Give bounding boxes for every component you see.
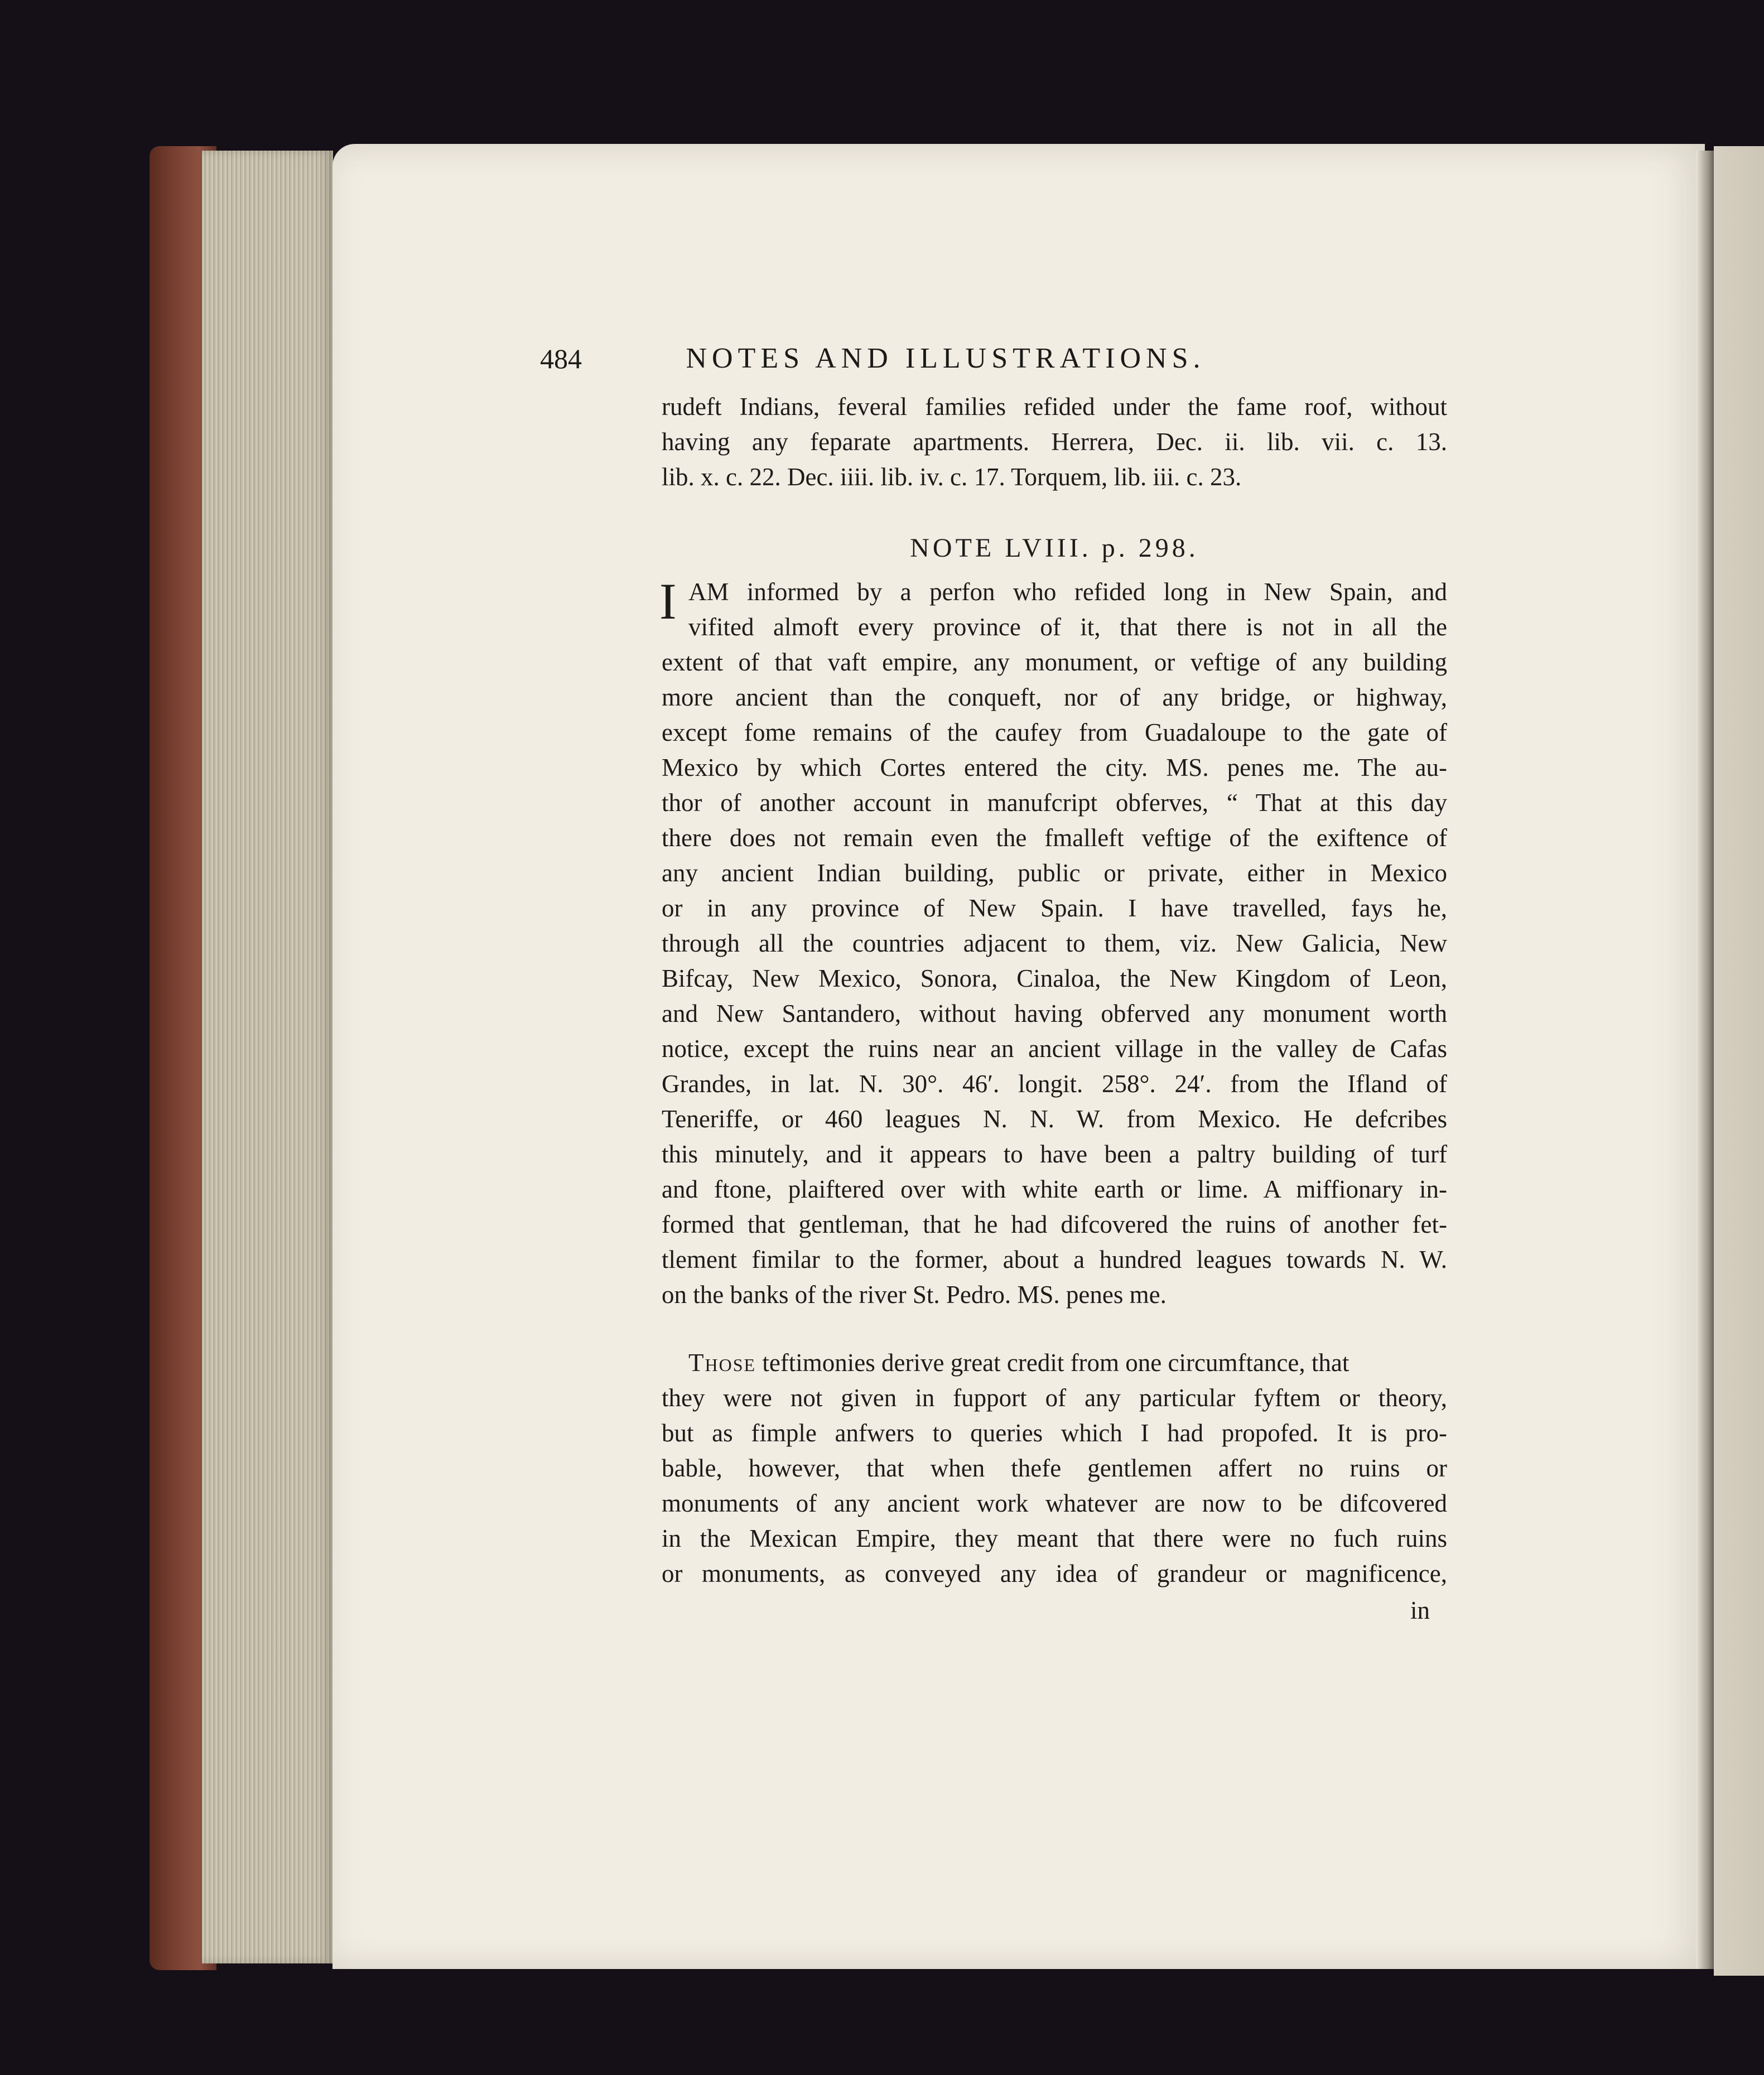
- running-title: NOTES AND ILLUSTRATIONS.: [686, 342, 1206, 374]
- text-line: more ancient than the conqueft, nor of any bridge, or highway,: [662, 683, 1447, 711]
- text-line: tlement fimilar to the former, about a hundred leagues towards N. W.: [662, 1246, 1447, 1273]
- text-line: or monuments, as conveyed any idea of grandeur or magnificence,: [662, 1560, 1447, 1587]
- note-paragraph: [659, 573, 1447, 1312]
- text-line: through all the countries adjacent to them, viz. New Galicia, New: [662, 929, 1447, 957]
- catchword: in: [1410, 1596, 1430, 1624]
- text-line: monuments of any ancient work whatever are now to be difcovered: [662, 1489, 1447, 1517]
- text-line: they were not given in fupport of any particular fyftem or theory,: [662, 1384, 1447, 1412]
- text-line: this minutely, and it appears to have been a paltry building of turf: [662, 1140, 1447, 1168]
- facing-page-edge: [1714, 146, 1764, 1976]
- text-line: Bifcay, New Mexico, Sonora, Cinaloa, the New Kingdom of Leon,: [662, 964, 1447, 992]
- text-line: rudeft Indians, feveral families refided under the fame roof, without: [662, 393, 1447, 421]
- note-heading: NOTE LVIII. p. 298.: [910, 533, 1199, 563]
- text-line: in the Mexican Empire, they meant that there were no fuch ruins: [662, 1524, 1447, 1552]
- text-line: [662, 1345, 1447, 1381]
- text-line: formed that gentleman, that he had difcovered the ruins of another fet-: [662, 1210, 1447, 1238]
- text-line: or in any province of New Spain. I have travelled, fays he,: [662, 894, 1447, 922]
- text-line: bable, however, that when thefe gentlemen affert no ruins or: [662, 1454, 1447, 1482]
- text-line: vifited almoft every province of it, that there is not in all the: [688, 613, 1447, 641]
- drop-cap: I: [659, 573, 677, 630]
- note-paragraph: [662, 1345, 1447, 1591]
- continuation-text: [662, 389, 1447, 495]
- text-line: but as fimple anfwers to queries which I had propofed. It is pro-: [662, 1419, 1447, 1447]
- page-edges: [202, 151, 333, 1963]
- text-line: Mexico by which Cortes entered the city. MS. penes me. The au-: [662, 754, 1447, 781]
- lead-word: Those: [688, 1349, 756, 1377]
- text-line: extent of that vaft empire, any monument, or veftige of any building: [662, 648, 1447, 676]
- text-line: thor of another account in manufcript obferves, “ That at this day: [662, 789, 1447, 817]
- text-line: notice, except the ruins near an ancient village in the valley de Cafas: [662, 1035, 1447, 1063]
- page-number: 484: [540, 343, 582, 374]
- text-line: and ftone, plaiftered over with white earth or lime. A miffionary in-: [662, 1175, 1447, 1203]
- text-line: and New Santandero, without having obferved any monument worth: [662, 1000, 1447, 1027]
- text-line: Teneriffe, or 460 leagues N. N. W. from Mexico. He defcribes: [662, 1105, 1447, 1133]
- text-line: except fome remains of the caufey from Guadaloupe to the gate of: [662, 718, 1447, 746]
- text-line: there does not remain even the fmalleft veftige of the exiftence of: [662, 824, 1447, 852]
- text-line: Grandes, in lat. N. 30°. 46′. longit. 258°. 24′. from the Ifland of: [662, 1070, 1447, 1098]
- text-line: on the banks of the river St. Pedro. MS. penes me.: [662, 1281, 1167, 1309]
- text-line: lib. x. c. 22. Dec. iiii. lib. iv. c. 17. Torquem, lib. iii. c. 23.: [662, 463, 1242, 491]
- text-line: AM informed by a perfon who refided long in New Spain, and: [688, 578, 1447, 606]
- text-line: any ancient Indian building, public or private, either in Mexico: [662, 859, 1447, 887]
- text-fragment: teftimonies derive great credit from one circumftance, that: [762, 1349, 1349, 1377]
- text-line: having any feparate apartments. Herrera, Dec. ii. lib. vii. c. 13.: [662, 428, 1447, 456]
